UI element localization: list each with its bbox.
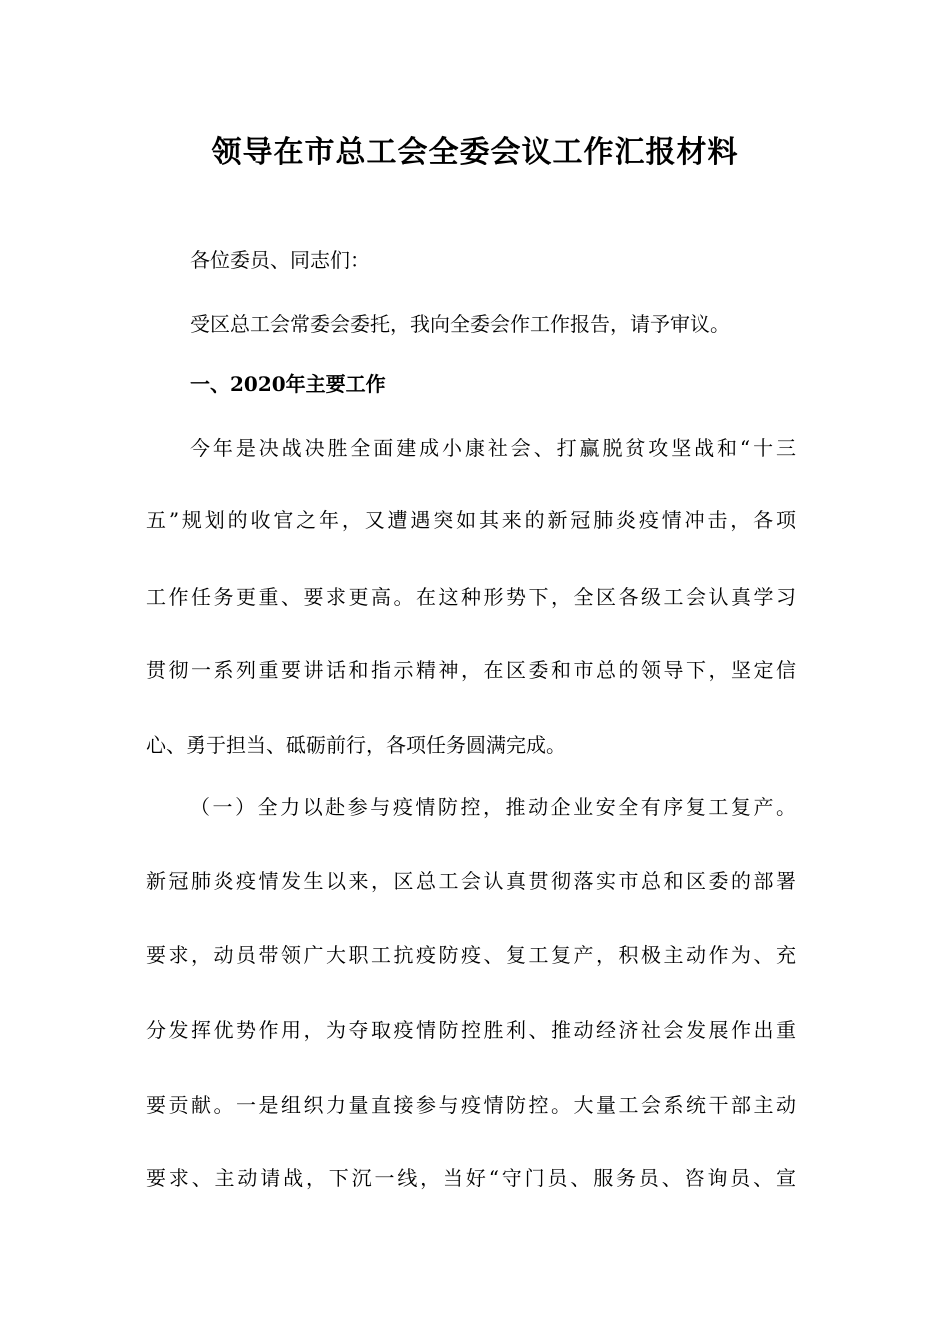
paragraph-line: 五”规划的收官之年，又遭遇突如其来的新冠肺炎疫情冲击，各项 xyxy=(146,508,796,532)
paragraph-line: 新冠肺炎疫情发生以来，区总工会认真贯彻落实市总和区委的部署 xyxy=(146,869,796,893)
paragraph-line: 贯彻一系列重要讲话和指示精神，在区委和市总的领导下，坚定信 xyxy=(146,658,796,682)
greeting: 各位委员、同志们： xyxy=(190,248,370,272)
paragraph-line: 工作任务更重、要求更高。在这种形势下，全区各级工会认真学习 xyxy=(146,585,796,609)
paragraph-line: 分发挥优势作用，为夺取疫情防控胜利、推动经济社会发展作出重 xyxy=(146,1018,796,1042)
section-heading: 一、2020年主要工作 xyxy=(190,372,386,396)
paragraph-line: 要贡献。一是组织力量直接参与疫情防控。大量工会系统干部主动 xyxy=(146,1093,796,1117)
paragraph-line: 要求、主动请战，下沉一线，当好“守门员、服务员、咨询员、宣 xyxy=(146,1166,796,1190)
intro-paragraph: 受区总工会常委会委托，我向全委会作工作报告，请予审议。 xyxy=(190,312,730,336)
document-title: 领导在市总工会全委会议工作汇报材料 xyxy=(211,135,739,170)
subsection-heading: （一）全力以赴参与疫情防控，推动企业安全有序复工复产。 xyxy=(190,795,796,819)
paragraph-line: 要求，动员带领广大职工抗疫防疫、复工复产，积极主动作为、充 xyxy=(146,943,796,967)
paragraph-line: 今年是决战决胜全面建成小康社会、打赢脱贫攻坚战和“十三 xyxy=(190,436,796,460)
paragraph-line: 心、勇于担当、砥砺前行，各项任务圆满完成。 xyxy=(146,733,566,757)
